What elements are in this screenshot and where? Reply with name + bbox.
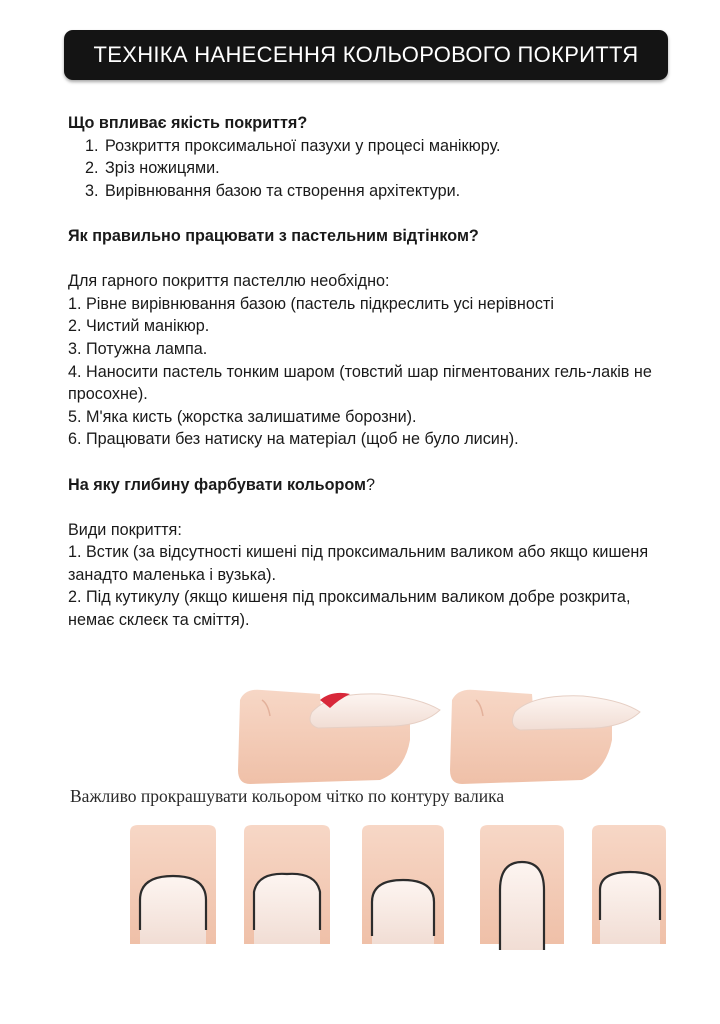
- list-item: 3. Вирівнювання базою та створення архітектури.: [103, 180, 678, 203]
- question-depth: На яку глибину фарбувати кольором?: [68, 475, 376, 494]
- coating-line: 2. Під кутикулу (якщо кишеня під проксимальним валиком добре розкрита, немає склеєк та сміття).: [68, 588, 631, 630]
- nail-illustration: [0, 670, 720, 1024]
- nail-front-4: [480, 825, 564, 950]
- pastel-line: 2. Чистий манікюр.: [68, 317, 210, 336]
- pastel-intro: Для гарного покриття пастеллю необхідно:: [68, 272, 390, 291]
- pastel-line: 1. Рівне вирівнювання базою (пастель підкреслить усі нерівності: [68, 294, 554, 313]
- question-pastel: Як правильно працювати з пастельним відтінком?: [68, 226, 479, 245]
- document-body: [68, 112, 678, 632]
- pastel-line: 4. Наносити пастель тонким шаром (товстий шар пігментованих гель-лаків не просохне).: [68, 362, 652, 404]
- pastel-line: 3. Потужна лампа.: [68, 339, 208, 358]
- nail-front-1: [130, 825, 216, 944]
- coating-intro: Види покриття:: [68, 520, 182, 539]
- page-title: ТЕХНІКА НАНЕСЕННЯ КОЛЬОРОВОГО ПОКРИТТЯ: [93, 42, 639, 67]
- pastel-line: 5. М'яка кисть (жорстка залишатиме борозни).: [68, 407, 417, 426]
- nail-front-5: [592, 825, 666, 944]
- pastel-line: 6. Працювати без натиску на матеріал (щоб не було лисин).: [68, 430, 519, 449]
- list-item: 2. Зріз ножицями.: [103, 157, 678, 180]
- side-view-left: [238, 690, 440, 784]
- front-view-row: [130, 825, 666, 950]
- list-item: 1. Розкриття проксимальної пазухи у процесі манікюру.: [103, 135, 678, 158]
- title-bar: [64, 30, 668, 80]
- quality-list: [68, 135, 678, 203]
- figure-caption: Важливо прокрашувати кольором чітко по контуру валика: [70, 786, 505, 806]
- nail-front-2: [244, 825, 330, 944]
- question-quality: Що впливає якість покриття?: [68, 114, 308, 132]
- side-view-right: [450, 690, 640, 784]
- nail-front-3: [362, 825, 444, 944]
- coating-line: 1. Встик (за відсутності кишені під проксимальним валиком або якщо кишеня занадто маленька і вузька).: [68, 543, 649, 584]
